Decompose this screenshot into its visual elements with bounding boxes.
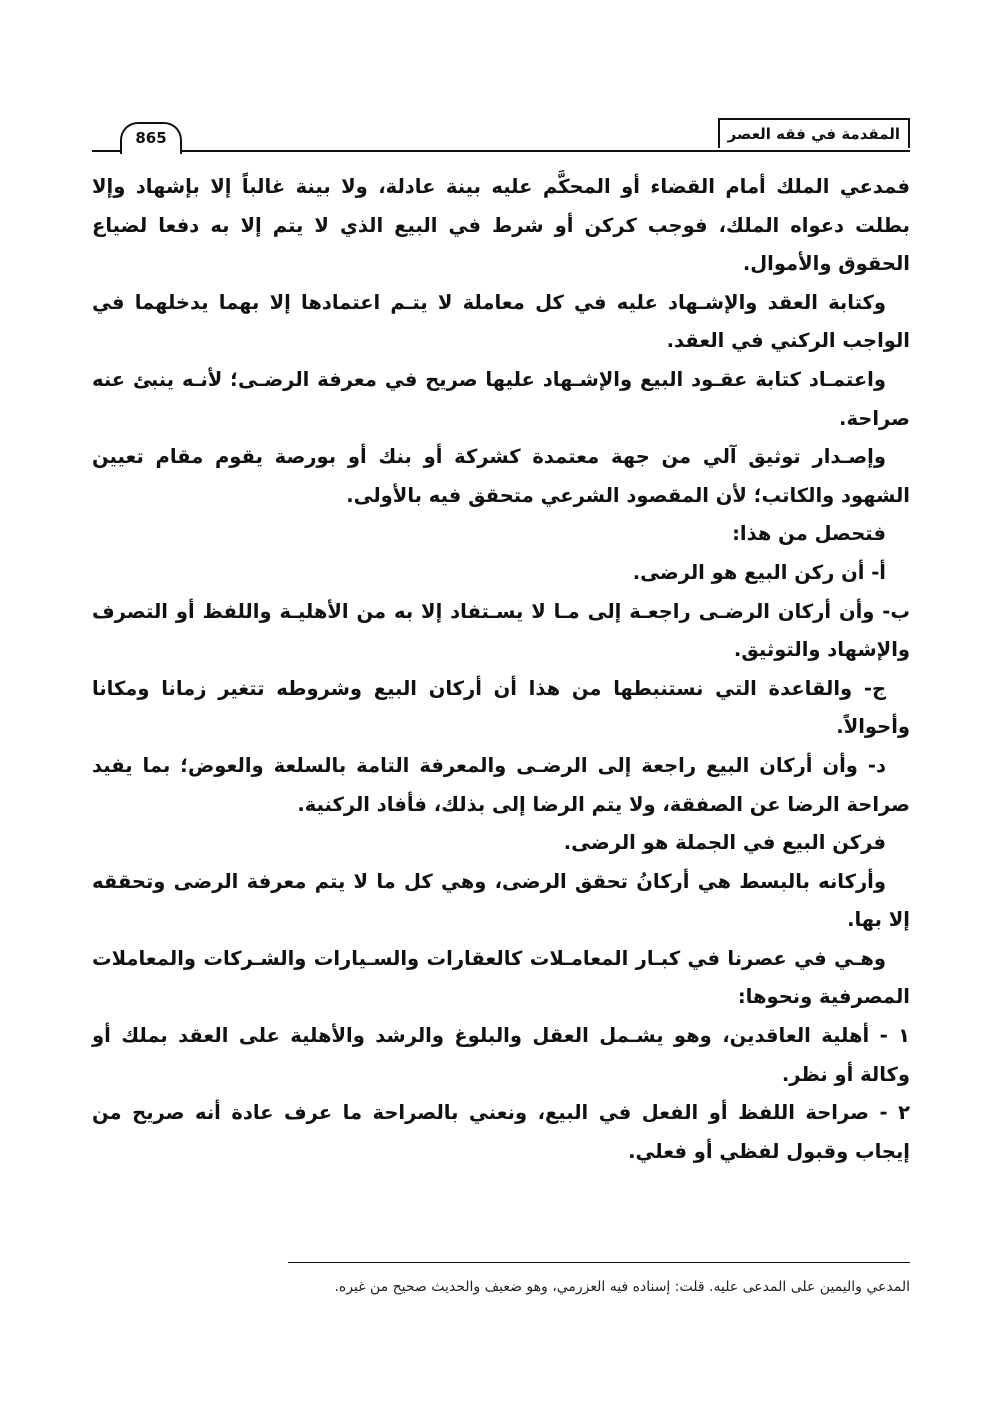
- footnote: المدعي واليمين على المدعى عليه. قلت: إسناده فيه العزرمي، وهو ضعيف والحديث صحيح من غيره.: [334, 1279, 910, 1295]
- running-title: المقدمة في فقه العصر: [718, 118, 910, 148]
- list-item: أ- أن ركن البيع هو الرضى.: [632, 560, 886, 584]
- page-number: 865: [120, 122, 182, 154]
- numbered-item: ٢ - صراحة اللفظ أو الفعل في البيع، ونعني بالصراحة ما عرف عادة أنه صريح من إيجاب وقبول لفظي أو فعلي.: [92, 1101, 910, 1163]
- list-item: ج- والقاعدة التي نستنبطها من هذا أن أركان البيع وشروطه تتغير زمانا ومكانا وأحوالاً.: [92, 676, 910, 739]
- list-item: د- وأن أركان البيع راجعة إلى الرضـى والمعرفة التامة بالسلعة والعوض؛ بما يفيد صراحة الرضا عن الصفقة، ولا يتم الرضا إلى بذلك، فأفاد الركنية.: [92, 753, 910, 816]
- header-rule: [92, 150, 910, 152]
- paragraph: وإصـدار توثيق آلي من جهة معتمدة كشركة أو بنك أو بورصة يقوم مقام تعيين الشهود والكاتب؛ لأن المقصود الشرعي متحقق فيه بالأولى.: [92, 445, 910, 507]
- paragraph: فمدعي الملك أمام القضاء أو المحكَّم عليه بينة عادلة، ولا بينة غالباً إلا بإشهاد وإلا بطلت دعواه الملك، فوجب كركن أو شرط في البيع الذي لا يتم إلا به دفعا لضياع الحقوق والأموال.: [92, 175, 910, 276]
- paragraph: وهـي في عصرنا في كبـار المعامـلات كالعقارات والسـيارات والشـركات والمعاملات المصرفية ونحوها:: [92, 946, 910, 1009]
- footnote-rule: [288, 1262, 910, 1263]
- numbered-item: ١ - أهلية العاقدين، وهو يشـمل العقل والبلوغ والرشد والأهلية على العقد بملك أو وكالة أو نظر.: [92, 1024, 910, 1086]
- paragraph: فركن البيع في الجملة هو الرضى.: [563, 831, 886, 855]
- paragraph: وكتابة العقد والإشـهاد عليه في كل معاملة لا يتـم اعتمادها إلا بهما يدخلهما في الواجب الركني في العقد.: [92, 290, 910, 353]
- page-header: [92, 118, 910, 152]
- list-item: ب- وأن أركان الرضـى راجعـة إلى مـا لا يسـتفاد إلا به من الأهليـة واللفظ أو التصرف والإشهاد والتوثيق.: [92, 599, 910, 662]
- paragraph: وأركانه بالبسط هي أركانُ تحقق الرضى، وهي كل ما لا يتم معرفة الرضى وتحققه إلا بها.: [92, 869, 910, 932]
- paragraph: فتحصل من هذا:: [732, 522, 886, 546]
- main-text: [92, 168, 910, 1171]
- paragraph: واعتمـاد كتابة عقـود البيع والإشـهاد عليها صريح في معرفة الرضـى؛ لأنـه ينبئ عنه صراحة.: [92, 367, 910, 430]
